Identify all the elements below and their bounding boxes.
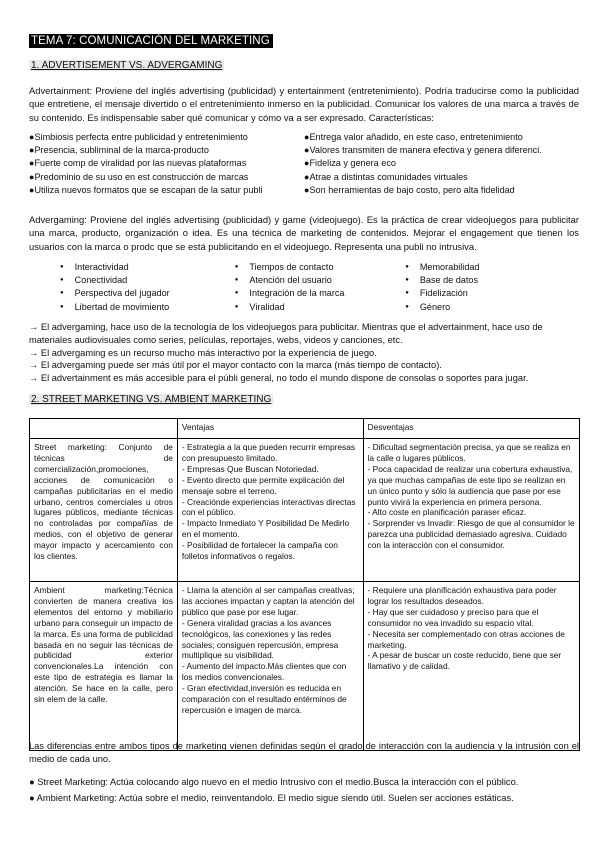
feature-item: ● Conectividad (60, 274, 235, 287)
final-bullets (29, 776, 579, 806)
list-item: - Evento directo que permite explicación del mensaje sobre el terreno. (181, 474, 345, 496)
characteristic-item: ●Valores transmiten de manera efectiva y genera diferenci. (304, 145, 542, 156)
feature-item: ● Memorabilidad (405, 261, 580, 274)
list-item: - Posibilidad de fortalecer la campaña con folletos informativos o regalos. (181, 540, 338, 562)
list-item: - Requiere una planificación exhaustiva para poder lograr los resultados deseados. (367, 585, 557, 606)
characteristic-item: ●Simbiosis perfecta entre publicidad y entretenimiento (29, 132, 248, 142)
list-item: - Genera viralidad gracias a los avances tecnológicos, las conexiones y las redes sociales; consiguen repercusión, empresa multiplique su visibilidad. (181, 617, 339, 661)
section1-heading: 1. ADVERTISEMENT VS. ADVERGAMING (31, 60, 223, 71)
feature-item: ● Integración de la marca (235, 287, 405, 300)
marketing-comparison-table (29, 418, 580, 751)
characteristics-row (29, 157, 579, 170)
characteristics-list (29, 131, 579, 197)
characteristics-row (29, 171, 579, 184)
list-item: - Estrategia a la que pueden recurrir empresas con presupuesto limitado. (181, 442, 356, 463)
list-item: - Hay que ser cuidadoso y preciso para que el consumidor no vea invadido su espacio vital. (367, 606, 539, 628)
comparison-arrows (29, 321, 579, 385)
table-row (30, 582, 580, 751)
characteristics-row (29, 131, 579, 144)
table-row (30, 439, 580, 582)
characteristics-row (29, 184, 579, 197)
table-header (30, 419, 178, 439)
bullet-item: ● Ambient Marketing: Actúa sobre el medio, reinventandolo. El medio sigue siendo útil. Suelen ser acciones estáticas. (29, 793, 514, 804)
table-cell-ventajas (177, 582, 363, 751)
table-cell-desventajas (363, 582, 579, 751)
feature-item: ● Fidelización (405, 287, 580, 300)
feature-item: ● Libertad de movimiento (60, 301, 235, 314)
arrow-item: → El advertainment es más accesible para el públi general, no todo el mundo dispone de consolas o soportes para jugar. (29, 373, 529, 384)
characteristic-item: ●Entrega valor añadido, en este caso, entretenimiento (304, 132, 523, 142)
feature-item: ● Atención del usuario (235, 274, 405, 287)
characteristics-row (29, 144, 579, 157)
list-item: - A pesar de buscar un coste reducido, tiene que ser llamativo y de calidad. (367, 650, 562, 672)
feature-item: ● Tiempos de contacto (235, 261, 405, 274)
page-title: TEMA 7: COMUNICACIÓN DEL MARKETING (29, 34, 273, 48)
feature-item: ● Interactividad (60, 261, 235, 274)
list-item: - Poca capacidad de realizar una cobertura exhaustiva, ya que muchas campañas de este tipo se realizan en un único punto y sólo la audiencia que pase por ese punto vivirá la experiencia en primera persona. (367, 463, 573, 507)
list-item: - Aumento del impacto.Más clientes que con los medios convencionales. (181, 661, 347, 683)
list-item: - Necesita ser complementado con otras acciones de marketing. (367, 628, 565, 650)
table-header: Ventajas (177, 419, 363, 439)
characteristic-item: ●Predominio de su uso en est construcción de marcas (29, 171, 249, 182)
advergaming-features (60, 261, 580, 314)
list-item: - Creaciónde experiencias interactivas directas con el público. (181, 496, 356, 518)
characteristic-item: ●Utiliza nuevos formatos que se escapan de la satur publi (29, 184, 263, 195)
table-header: Desventajas (363, 419, 579, 439)
section2-heading: 2. STREET MARKETING VS. AMBIENT MARKETING (31, 394, 272, 405)
list-item: - Alto coste en planificación paraser eficaz. (367, 507, 527, 518)
list-item: - Sorprender vs Invadir: Riesgo de que al consumidor le parezca una publicidad demasiado agresiva. Cuidado con la interacción con el consumidor. (367, 518, 575, 551)
characteristic-item: ●Fuerte comp de viralidad por las nuevas plataformas (29, 158, 247, 169)
table-cell-desventajas (363, 439, 579, 582)
characteristic-item: ●Fideliza y genera eco (304, 158, 396, 169)
characteristic-item: ●Son herramientas de bajo costo, pero alta fidelidad (304, 184, 515, 195)
characteristic-item: ●Presencia, subliminal de la marca-producto (29, 145, 209, 156)
features-column (60, 261, 235, 314)
advergaming-paragraph: Advergaming: Proviene del inglés advertising (publicidad) y game (videojuego). Es la práctica de crear videojuegos para publicitar una marca, producto, organización o idea. Es una técnica de marketing de contenidos. Mejorar el engagement que tienen los usuarios con la marca o prodc que se está publicitando en el videojuego. Representa una publi no intrusiva. (29, 214, 579, 252)
table-cell-concept: Ambient marketing:Técnica convierten de manera creativa los elementos del entorno y mobiliario urbano para conseguir un impacto de la marca. Es una forma de publicidad basada en no seguir las técnicas de publicidad exterior convencionales.La intención con este tipo de estrategia es llamar la atención. Se hace en la calle, pero sin elem de la calle. (30, 582, 178, 751)
features-column (235, 261, 405, 314)
list-item: - Empresas Que Buscan Notoriedad. (181, 463, 319, 474)
feature-item: ● Base de datos (405, 274, 580, 287)
feature-item: ● Perspectiva del jugador (60, 287, 235, 300)
list-item: - Impacto Inmediato Y Posibilidad De Medirlo en el momento. (181, 518, 350, 540)
arrow-item: → El advergaming es un recurso mucho más interactivo por la experiencia de juego. (29, 347, 377, 358)
features-column (405, 261, 580, 314)
conclusion-paragraph: Las diferencias entre ambos tipos de marketing vienen definidas según el grado de interacción con la audiencia y la intrusión con el medio de cada uno. (29, 741, 579, 765)
list-item: - Llama la atención al ser campañas creativas; las acciones impactan y captan la atención del público que pase por ese lugar. (181, 585, 355, 617)
list-item: - Dificultad segmentación precisa, ya que se realiza en la calle o lugares públicos. (367, 442, 571, 463)
feature-item: ● Viralidad (235, 301, 405, 314)
characteristic-item: ●Atrae a distintas comunidades virtuales (304, 171, 468, 182)
table-header-row (30, 419, 580, 439)
advertainment-paragraph: Advertainment: Proviene del inglés advertising (publicidad) y entertainment (entretenimiento). Podría traducirse como la publicidad que entretiene, el mensaje divertido o el entretenimiento inmerso en la publicidad. Comunicar los valores de una marca a través de su contenido. Es indispensable saber qué comunicar y cómo va a ser expresado. Características: (29, 85, 579, 123)
feature-item: ● Género (405, 301, 580, 314)
table-cell-concept: Street marketing: Conjunto de técnicas de comercialización,promociones, acciones de comunicación o campañas publicitarias en el medio urbano, centros comerciales u otros lugares públicos, mediante técnicas no controladas por compañías de medios, con el objetivo de generar mayor impacto y acercamiento con los clientes. (30, 439, 178, 582)
arrow-item: → El advergaming puede ser más útil por el mayor contacto con la marca (más tiempo de contacto). (29, 360, 442, 371)
arrow-item: → El advergaming, hace uso de la tecnología de los videojuegos para publicitar. Mientras que el advertainment, hace uso de materiales audiovisuales como series, películas, reportajes, webs, videos y canciones, etc. (29, 322, 543, 345)
table-cell-ventajas (177, 439, 363, 582)
list-item: - Gran efectividad,inversión es reducida en comparación con el resultado entérminos de repercusión e imagen de marca. (181, 683, 347, 715)
bullet-item: ● Street Marketing: Actúa colocando algo nuevo en el medio Intrusivo con el medio.Busca la interacción con el público. (29, 777, 519, 787)
